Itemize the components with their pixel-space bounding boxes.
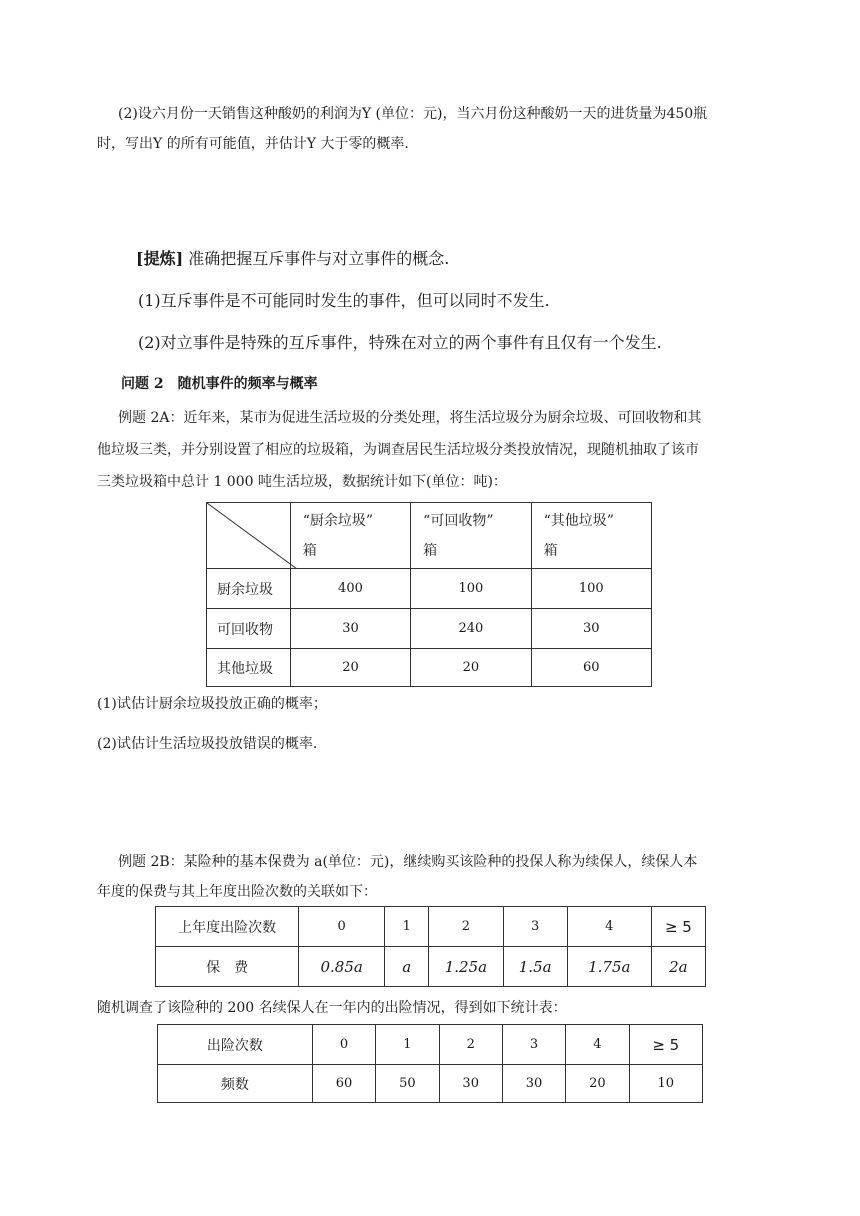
frequency-table bbox=[157, 1024, 703, 1103]
table-cell: 1 bbox=[376, 1025, 439, 1065]
table-row bbox=[156, 947, 706, 987]
table-cell: 30 bbox=[290, 609, 410, 649]
garbage-table-header-row bbox=[207, 503, 652, 569]
table-cell: 50 bbox=[376, 1065, 439, 1103]
row-label: 出险次数 bbox=[158, 1025, 313, 1065]
table-cell: 1.75a bbox=[567, 947, 651, 987]
table-row bbox=[158, 1025, 703, 1065]
tilian-heading bbox=[136, 248, 449, 270]
row-label: 保 费 bbox=[156, 947, 299, 987]
table-cell: 0 bbox=[312, 1025, 375, 1065]
table-cell: 240 bbox=[411, 609, 531, 649]
table-cell: 10 bbox=[629, 1065, 702, 1103]
diagonal-line bbox=[207, 503, 297, 569]
row-label: 上年度出险次数 bbox=[156, 907, 299, 947]
table-row bbox=[207, 569, 652, 609]
header-other-bin: “其他垃圾” 箱 bbox=[531, 503, 651, 569]
header-kitchen-bin: “厨余垃圾” 箱 bbox=[290, 503, 410, 569]
ex2b-line2: 年度的保费与其上年度出险次数的关联如下： bbox=[97, 884, 377, 900]
garbage-table bbox=[206, 502, 652, 687]
table-row bbox=[158, 1065, 703, 1103]
table-cell: ≥ 5 bbox=[629, 1025, 702, 1065]
table-cell: 3 bbox=[502, 1025, 565, 1065]
table-cell: 30 bbox=[439, 1065, 502, 1103]
table-cell: 2 bbox=[429, 907, 503, 947]
tilian-tag: [提炼] bbox=[136, 249, 184, 268]
ex2a-line3: 三类垃圾箱中总计 1 000 吨生活垃圾，数据统计如下(单位：吨)： bbox=[97, 474, 507, 490]
table-cell: 2a bbox=[651, 947, 705, 987]
fee-table bbox=[155, 906, 706, 987]
table-cell: 1.25a bbox=[429, 947, 503, 987]
ex2a-q2: (2)试估计生活垃圾投放错误的概率. bbox=[97, 736, 318, 752]
table-cell: 30 bbox=[502, 1065, 565, 1103]
table-row bbox=[207, 649, 652, 687]
table-cell: 20 bbox=[290, 649, 410, 687]
table-cell: ≥ 5 bbox=[651, 907, 705, 947]
table-row bbox=[207, 609, 652, 649]
row-label: 可回收物 bbox=[207, 609, 291, 649]
table-row bbox=[156, 907, 706, 947]
table-cell: 400 bbox=[290, 569, 410, 609]
table-cell: 1 bbox=[385, 907, 429, 947]
header-recyclable-bin: “可回收物” 箱 bbox=[411, 503, 531, 569]
ex2a-q1: (1)试估计厨余垃圾投放正确的概率； bbox=[97, 696, 327, 712]
table-cell: 100 bbox=[411, 569, 531, 609]
table-cell: 20 bbox=[411, 649, 531, 687]
table-cell: 3 bbox=[503, 907, 567, 947]
table-cell: a bbox=[385, 947, 429, 987]
row-label: 厨余垃圾 bbox=[207, 569, 291, 609]
tilian-item-1: (1)互斥事件是不可能同时发生的事件，但可以同时不发生. bbox=[138, 291, 550, 310]
table-cell: 60 bbox=[531, 649, 651, 687]
table-cell: 100 bbox=[531, 569, 651, 609]
table-cell: 60 bbox=[312, 1065, 375, 1103]
table-cell: 0.85a bbox=[299, 947, 385, 987]
paragraph-q2-line2: 时，写出Y 的所有可能值，并估计Y 大于零的概率. bbox=[97, 136, 409, 152]
paragraph-q2-line1: (2)设六月份一天销售这种酸奶的利润为Y (单位：元)，当六月份这种酸奶一天的进货量为450瓶 bbox=[118, 106, 708, 122]
table-cell: 0 bbox=[299, 907, 385, 947]
table-cell: 4 bbox=[567, 907, 651, 947]
table-cell: 30 bbox=[531, 609, 651, 649]
tilian-item-2: (2)对立事件是特殊的互斥事件，特殊在对立的两个事件有且仅有一个发生. bbox=[138, 333, 662, 352]
ex2a-line2: 他垃圾三类，并分别设置了相应的垃圾箱，为调查居民生活垃圾分类投放情况，现随机抽取了该市 bbox=[97, 442, 699, 458]
table-cell: 2 bbox=[439, 1025, 502, 1065]
ex2b-line3: 随机调查了该险种的 200 名续保人在一年内的出险情况，得到如下统计表： bbox=[97, 1000, 567, 1016]
ex2a-line1: 例题 2A：近年来，某市为促进生活垃圾的分类处理，将生活垃圾分为厨余垃圾、可回收物和其 bbox=[118, 410, 702, 426]
ex2b-line1: 例题 2B：某险种的基本保费为 a(单位：元)，继续购买该险种的投保人称为续保人，续保人本 bbox=[118, 854, 698, 870]
row-label: 频数 bbox=[158, 1065, 313, 1103]
table-cell: 20 bbox=[566, 1065, 629, 1103]
row-label: 其他垃圾 bbox=[207, 649, 291, 687]
table-cell: 1.5a bbox=[503, 947, 567, 987]
problem-2-title: 问题 2 随机事件的频率与概率 bbox=[121, 376, 318, 392]
table-cell: 4 bbox=[566, 1025, 629, 1065]
diagonal-header-cell bbox=[207, 503, 291, 569]
tilian-head-text: 准确把握互斥事件与对立事件的概念. bbox=[183, 249, 450, 268]
